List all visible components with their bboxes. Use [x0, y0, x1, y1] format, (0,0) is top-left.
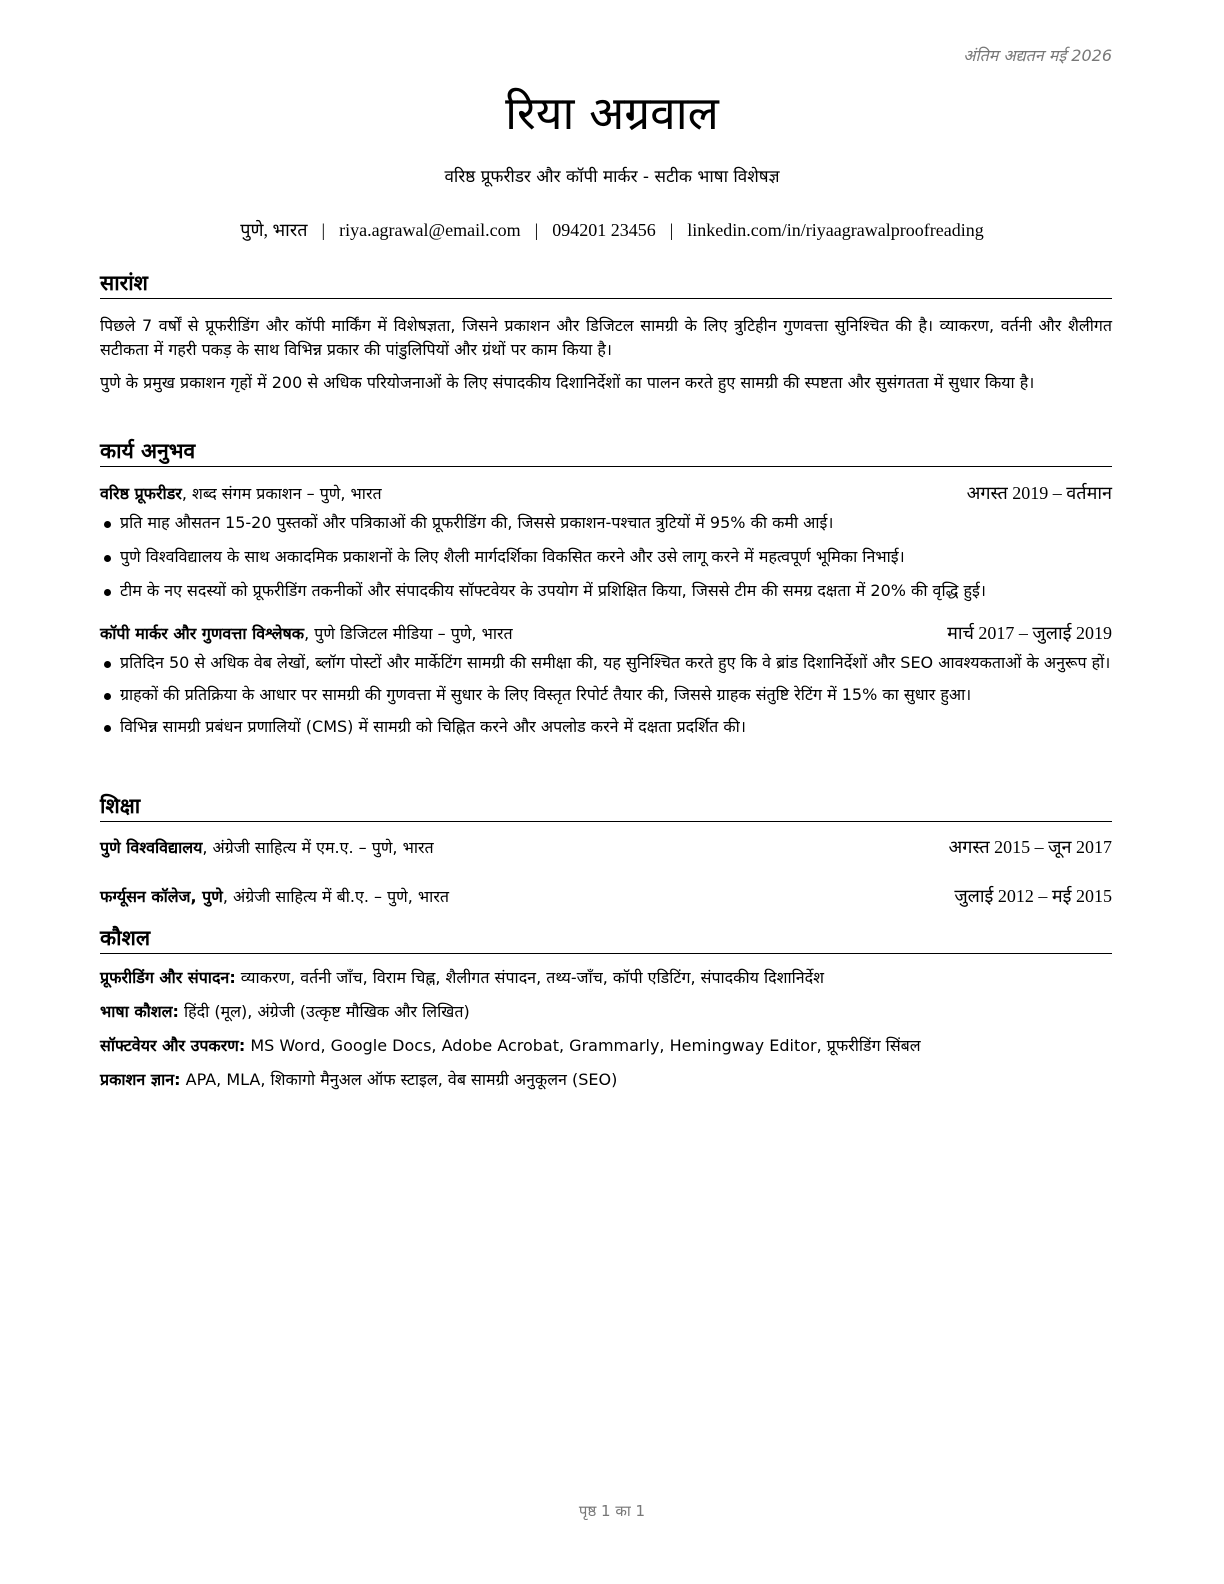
job-title: कॉपी मार्कर और गुणवत्ता विश्लेषक — [100, 624, 305, 644]
education-entry — [100, 884, 1112, 909]
skill-label: सॉफ्टवेयर और उपकरण: — [100, 1036, 246, 1056]
skill-value: व्याकरण, वर्तनी जाँच, विराम चिह्न, शैलीगत संपादन, तथ्य-जाँच, कॉपी एडिटिंग, संपादकीय दिशानिर्देश — [235, 968, 825, 988]
section-heading-experience: कार्य अनुभव — [100, 438, 1112, 467]
education-school: फर्ग्यूसन कॉलेज, पुणे — [100, 887, 223, 907]
contact-separator: | — [321, 220, 326, 240]
contact-email[interactable]: riya.agrawal@email.com — [339, 220, 521, 240]
section-heading-education: शिक्षा — [100, 793, 1112, 822]
job-bullet: ग्राहकों की प्रतिक्रिया के आधार पर सामग्री की गुणवत्ता में सुधार के लिए विस्तृत रिपोर्ट तैयार की, जिससे ग्राहक संतुष्टि रेटिंग में 15% का सुधार हुआ। — [100, 683, 1112, 707]
job-header — [100, 481, 1112, 506]
job-dates: मार्च 2017 – जुलाई 2019 — [947, 623, 1112, 644]
skill-line — [100, 1000, 1112, 1024]
job-bullet: प्रति माह औसतन 15-20 पुस्तकों और पत्रिकाओं की प्रूफरीडिंग की, जिससे प्रकाशन-पश्चात त्रुटियों में 95% की कमी आई। — [100, 511, 1112, 535]
contact-location: पुणे, भारत — [240, 220, 308, 240]
job-header — [100, 621, 1112, 646]
job-bullet: पुणे विश्वविद्यालय के साथ अकादमिक प्रकाशनों के लिए शैली मार्गदर्शिका विकसित करने और उसे लागू करने में महत्वपूर्ण भूमिका निभाई। — [100, 545, 1112, 569]
skill-line — [100, 1034, 1112, 1058]
candidate-name: रिया अग्रवाल — [505, 86, 719, 140]
contact-linkedin[interactable]: linkedin.com/in/riyaagrawalproofreading — [687, 220, 984, 240]
skill-value: हिंदी (मूल), अंग्रेजी (उत्कृष्ट मौखिक और लिखित) — [178, 1002, 470, 1022]
summary-section — [100, 270, 1112, 395]
job-title: वरिष्ठ प्रूफरीडर — [100, 484, 182, 504]
job-bullet: प्रतिदिन 50 से अधिक वेब लेखों, ब्लॉग पोस्टों और मार्केटिंग सामग्री की समीक्षा की, यह सुनिश्चित करते हुए कि वे ब्रांड दिशानिर्देशों और SEO आवश्यकताओं के अनुरूप हों। — [100, 651, 1112, 675]
job-organization: , शब्द संगम प्रकाशन – पुणे, भारत — [181, 484, 382, 504]
candidate-headline: वरिष्ठ प्रूफरीडर और कॉपी मार्कर - सटीक भाषा विशेषज्ञ — [444, 167, 780, 187]
job-entry — [100, 621, 1112, 739]
education-detail: , अंग्रेजी साहित्य में बी.ए. – पुणे, भारत — [222, 887, 449, 907]
job-organization: , पुणे डिजिटल मीडिया – पुणे, भारत — [304, 624, 513, 644]
section-heading-summary: सारांश — [100, 270, 1112, 299]
contact-phone: 094201 23456 — [552, 220, 656, 240]
summary-paragraph: पिछले 7 वर्षों से प्रूफरीडिंग और कॉपी मार्किंग में विशेषज्ञता, जिसने प्रकाशन और डिजिटल सामग्री के लिए त्रुटिहीन गुणवत्ता सुनिश्चित की है। व्याकरण, वर्तनी और शैलीगत सटीकता में गहरी पकड़ के साथ विभिन्न प्रकार की पांडुलिपियों और ग्रंथों पर काम किया है। — [100, 316, 1112, 360]
skill-value: APA, MLA, शिकागो मैनुअल ऑफ स्टाइल, वेब सामग्री अनुकूलन (SEO) — [180, 1070, 618, 1090]
education-dates: अगस्त 2015 – जून 2017 — [948, 837, 1112, 858]
page-number: पृष्ठ 1 का 1 — [578, 1502, 646, 1520]
experience-section — [100, 438, 1112, 739]
skill-value: MS Word, Google Docs, Adobe Acrobat, Grammarly, Hemingway Editor, प्रूफरीडिंग सिंबल — [245, 1036, 921, 1056]
skill-label: प्रकाशन ज्ञान: — [100, 1070, 181, 1090]
contact-separator: | — [534, 220, 539, 240]
skill-line — [100, 966, 1112, 990]
skills-section — [100, 925, 1112, 1092]
education-detail: , अंग्रेजी साहित्य में एम.ए. – पुणे, भारत — [202, 838, 434, 858]
job-bullet: टीम के नए सदस्यों को प्रूफरीडिंग तकनीकों और संपादकीय सॉफ्टवेयर के उपयोग में प्रशिक्षित किया, जिससे टीम की समग्र दक्षता में 20% की वृद्धि हुई। — [100, 579, 1112, 603]
job-bullets — [100, 511, 1112, 603]
summary-paragraph: पुणे के प्रमुख प्रकाशन गृहों में 200 से अधिक परियोजनाओं के लिए संपादकीय दिशानिर्देशों का पालन करते हुए सामग्री की स्पष्टता और सुसंगतता में सुधार किया है। — [100, 373, 1035, 393]
skill-label: प्रूफरीडिंग और संपादन: — [100, 968, 236, 988]
contact-separator: | — [669, 220, 674, 240]
skill-label: भाषा कौशल: — [100, 1002, 179, 1022]
job-bullet: विभिन्न सामग्री प्रबंधन प्रणालियों (CMS) में सामग्री को चिह्नित करने और अपलोड करने में दक्षता प्रदर्शित की। — [100, 715, 1112, 739]
job-entry — [100, 481, 1112, 603]
education-school: पुणे विश्वविद्यालय — [100, 838, 203, 858]
last-updated-note: अंतिम अद्यतन मई 2026 — [963, 46, 1112, 65]
contact-line — [0, 219, 1224, 242]
education-entry — [100, 835, 1112, 860]
job-dates: अगस्त 2019 – वर्तमान — [966, 483, 1112, 504]
section-heading-skills: कौशल — [100, 925, 1112, 954]
job-bullets — [100, 651, 1112, 739]
education-dates: जुलाई 2012 – मई 2015 — [954, 886, 1112, 907]
education-section — [100, 793, 1112, 909]
skill-line — [100, 1068, 1112, 1092]
